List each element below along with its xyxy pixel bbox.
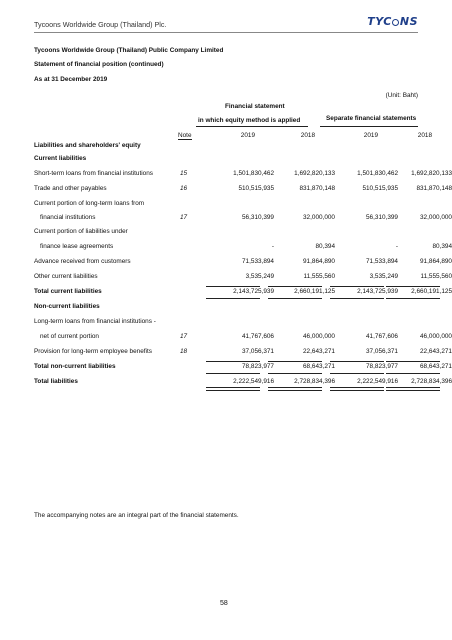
row-value: 68,643,271 xyxy=(420,363,452,370)
row-value: 510,515,935 xyxy=(238,185,274,192)
row-value: 2,222,549,916 xyxy=(233,378,274,385)
footnote: The accompanying notes are an integral part of the financial statements. xyxy=(34,512,239,519)
double-underline xyxy=(330,387,384,391)
page-number: 58 xyxy=(220,600,228,607)
row-value: 71,533,894 xyxy=(242,258,274,265)
underline xyxy=(268,286,322,287)
row-note: 18 xyxy=(180,348,188,355)
row-label: Long-term loans from financial institutions - xyxy=(34,318,156,325)
row-value: 11,555,560 xyxy=(420,273,452,280)
row-value: 831,870,148 xyxy=(299,185,335,192)
underline xyxy=(268,361,322,362)
row-value: 22,643,271 xyxy=(303,348,335,355)
row-value: 56,310,399 xyxy=(366,214,398,221)
row-label: net of current portion xyxy=(40,333,99,340)
row-label: Short-term loans from financial institutions xyxy=(34,170,153,177)
row-value: 2,728,834,396 xyxy=(294,378,335,385)
row-value: 46,000,000 xyxy=(420,333,452,340)
company-logo: TYC NS xyxy=(367,15,418,28)
separate-column-title: Separate financial statements xyxy=(326,115,417,122)
underline xyxy=(386,361,440,362)
underline xyxy=(268,373,322,374)
table-row xyxy=(34,243,452,255)
row-value: 78,823,977 xyxy=(366,363,398,370)
year-header-4: 2018 xyxy=(417,132,432,139)
row-value: 46,000,000 xyxy=(303,333,335,340)
table-row xyxy=(34,258,452,270)
row-value: 32,000,000 xyxy=(420,214,452,221)
row-value: 32,000,000 xyxy=(303,214,335,221)
row-label: Trade and other payables xyxy=(34,185,107,192)
separate-column-underline xyxy=(320,126,418,127)
logo-circle-icon xyxy=(392,19,399,26)
table-row xyxy=(34,200,418,212)
row-value: 56,310,399 xyxy=(242,214,274,221)
row-label: Advance received from customers xyxy=(34,258,131,265)
row-value: 71,533,894 xyxy=(366,258,398,265)
row-value: 1,692,820,133 xyxy=(294,170,335,177)
row-label: financial institutions xyxy=(40,214,96,221)
row-value: 1,501,830,462 xyxy=(357,170,398,177)
section-title: Liabilities and shareholders' equity xyxy=(34,142,141,149)
row-value: 1,501,830,462 xyxy=(233,170,274,177)
row-value: 91,864,890 xyxy=(420,258,452,265)
row-label: Non-current liabilities xyxy=(34,303,100,310)
row-value: 2,728,834,396 xyxy=(411,378,452,385)
row-label: Current liabilities xyxy=(34,155,87,162)
underline xyxy=(330,373,384,374)
row-note: 17 xyxy=(180,214,188,221)
table-row xyxy=(34,228,418,240)
row-note: 15 xyxy=(180,170,188,177)
row-label: Other current liabilities xyxy=(34,273,98,280)
row-value: 3,535,249 xyxy=(369,273,398,280)
year-header-1: 2019 xyxy=(240,132,255,139)
underline xyxy=(330,286,384,287)
table-row xyxy=(34,348,452,360)
underline xyxy=(206,286,260,287)
table-row xyxy=(34,170,452,182)
row-value: 2,222,549,916 xyxy=(357,378,398,385)
table-row xyxy=(34,318,418,330)
row-value: 41,767,606 xyxy=(242,333,274,340)
unit-label: (Unit: Baht) xyxy=(385,92,418,99)
row-value: 41,767,606 xyxy=(366,333,398,340)
row-value: 3,535,249 xyxy=(245,273,274,280)
row-value: - xyxy=(271,243,274,250)
row-label: Total non-current liabilities xyxy=(34,363,116,370)
consolidated-column-underline xyxy=(196,126,308,127)
row-value: 2,660,191,125 xyxy=(294,288,335,295)
row-label: Provision for long-term employee benefits xyxy=(34,348,152,355)
double-underline xyxy=(206,387,260,391)
row-value: 80,394 xyxy=(432,243,452,250)
underline xyxy=(268,298,322,299)
table-row xyxy=(34,185,452,197)
table-row xyxy=(34,273,452,285)
underline xyxy=(206,373,260,374)
row-note: 17 xyxy=(180,333,188,340)
year-header-2: 2018 xyxy=(300,132,315,139)
row-value: 22,643,271 xyxy=(420,348,452,355)
table-row xyxy=(34,214,452,226)
header-company-name: Tycoons Worldwide Group (Thailand) Plc. xyxy=(34,20,167,29)
note-column-header: Note xyxy=(178,132,192,139)
consolidated-column-subtitle: in which equity method is applied xyxy=(198,117,301,124)
underline xyxy=(386,298,440,299)
row-value: 37,056,371 xyxy=(242,348,274,355)
row-label: Total current liabilities xyxy=(34,288,102,295)
row-label: Total liabilities xyxy=(34,378,78,385)
underline xyxy=(330,361,384,362)
statement-date: As at 31 December 2019 xyxy=(34,76,108,83)
row-value: 78,823,977 xyxy=(242,363,274,370)
table-row xyxy=(34,303,418,315)
table-row xyxy=(34,333,452,345)
table-row xyxy=(34,155,418,167)
underline xyxy=(330,298,384,299)
underline xyxy=(206,361,260,362)
statement-title: Statement of financial position (continued) xyxy=(34,61,164,68)
double-underline xyxy=(268,387,322,391)
row-note: 16 xyxy=(180,185,188,192)
row-value: 68,643,271 xyxy=(303,363,335,370)
underline xyxy=(386,373,440,374)
row-value: - xyxy=(395,243,398,250)
row-value: 11,555,560 xyxy=(303,273,335,280)
row-value: 2,660,191,125 xyxy=(411,288,452,295)
row-value: 831,870,148 xyxy=(416,185,452,192)
double-underline xyxy=(386,387,440,391)
year-header-3: 2019 xyxy=(363,132,378,139)
row-value: 2,143,725,939 xyxy=(233,288,274,295)
row-value: 2,143,725,939 xyxy=(357,288,398,295)
row-value: 80,394 xyxy=(315,243,335,250)
statement-company-title: Tycoons Worldwide Group (Thailand) Public Company Limited xyxy=(34,47,224,54)
row-value: 91,864,890 xyxy=(303,258,335,265)
row-label: Current portion of long-term loans from xyxy=(34,200,145,207)
underline xyxy=(206,298,260,299)
header-divider xyxy=(34,32,418,33)
row-value: 510,515,935 xyxy=(362,185,398,192)
row-value: 1,692,820,133 xyxy=(411,170,452,177)
row-label: finance lease agreements xyxy=(40,243,114,250)
row-value: 37,056,371 xyxy=(366,348,398,355)
row-label: Current portion of liabilities under xyxy=(34,228,128,235)
consolidated-column-title: Financial statement xyxy=(225,103,285,110)
underline xyxy=(386,286,440,287)
